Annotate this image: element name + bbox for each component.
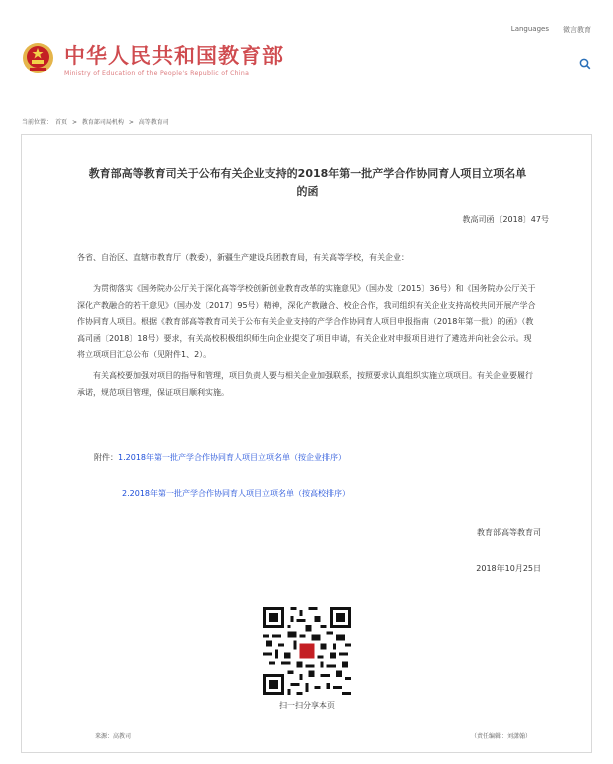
qr-caption: 扫一扫分享本页 xyxy=(279,701,335,710)
breadcrumb-separator: > xyxy=(128,119,134,126)
attachment-1-link[interactable]: 1.2018年第一批产学合作协同育人项目立项名单（按企业排序） xyxy=(118,453,346,462)
breadcrumb xyxy=(22,117,172,126)
weibo-link[interactable]: 微言教育 xyxy=(563,26,591,34)
editor-label: （责任编辑：刘潇翰） xyxy=(470,733,531,740)
article-title-line2: 的函 xyxy=(296,185,319,198)
breadcrumb-departments[interactable]: 教育部司局机构 xyxy=(81,119,124,126)
attachment-2-row xyxy=(122,486,350,503)
breadcrumb-higher-education[interactable]: 高等教育司 xyxy=(138,119,169,126)
breadcrumb-prefix: 当前位置： xyxy=(22,119,53,126)
site-subtitle: Ministry of Education of the People's Republic of China xyxy=(64,70,250,77)
attachment-1-row xyxy=(94,450,346,467)
article-title xyxy=(80,165,535,201)
date: 2018年10月25日 xyxy=(476,564,541,573)
attachment-2-link[interactable]: 2.2018年第一批产学合作协同育人项目立项名单（按高校排序） xyxy=(122,489,350,498)
site-title: 中华人民共和国教育部 xyxy=(64,44,284,68)
attachment-prefix: 附件： xyxy=(94,453,118,462)
breadcrumb-separator: > xyxy=(71,119,77,126)
search-icon[interactable] xyxy=(579,58,591,70)
salutation: 各省、自治区、直辖市教育厅（教委），新疆生产建设兵团教育局，有关高等学校，有关企业： xyxy=(77,253,409,262)
paragraph-2: 有关高校要加强对项目的指导和管理，项目负责人要与相关企业加强联系，按照要求认真组织实施立项项目。有关企业要履行承诺，规范项目管理，保证项目顺利实施。 xyxy=(77,371,533,397)
document-number: 教高司函〔2018〕47号 xyxy=(462,215,549,224)
signature: 教育部高等教育司 xyxy=(477,528,541,537)
article-title-line1: 教育部高等教育司关于公布有关企业支持的2018年第一批产学合作协同育人项目立项名单 xyxy=(88,167,527,180)
national-emblem-logo[interactable] xyxy=(22,42,54,74)
breadcrumb-home[interactable]: 首页 xyxy=(55,119,68,126)
paragraph-1: 为贯彻落实《国务院办公厅关于深化高等学校创新创业教育改革的实施意见》（国办发〔2015〕36号）和《国务院办公厅关于深化产教融合的若干意见》（国办发〔2017〕95号）精神，深化产教融合、校企合作，我司组织有关企业支持高校共同开展产学合作协同育人项目。根据《教育部高等教育司关于公布有关企业支持的产学合作协同育人项目申报指南（2018年第一批）的函》（教高司函〔2018〕18号）要求，有关高校积极组织师生向企业提交了项目申请，有关企业对申报项目进行了遴选并向社会公示。现将立项项目汇总公布（见附件1、2）。 xyxy=(77,284,536,360)
source-label: 来源：高教司 xyxy=(95,733,132,740)
languages-link[interactable]: Languages xyxy=(510,25,549,33)
qr-code xyxy=(263,607,351,695)
top-links xyxy=(511,25,591,35)
